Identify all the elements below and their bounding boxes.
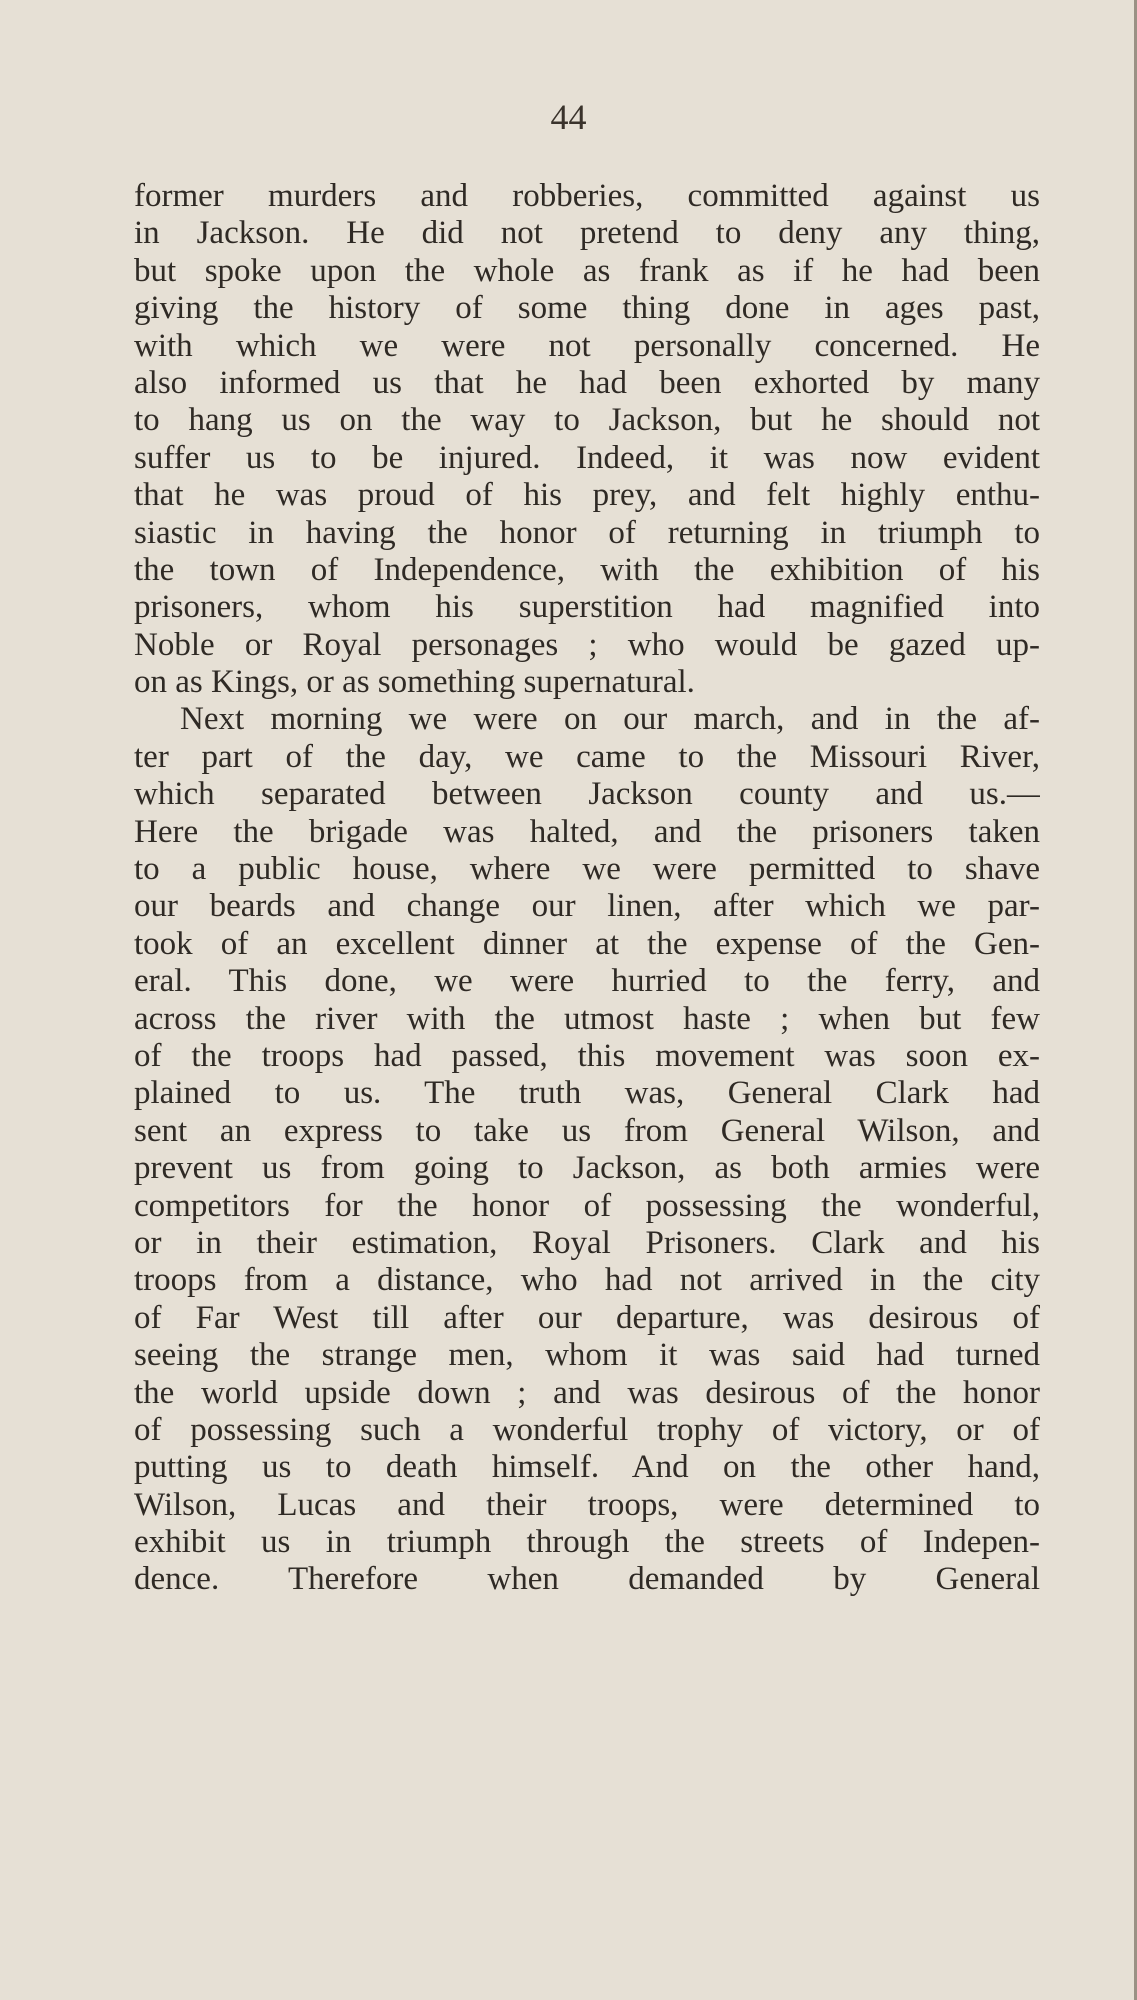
text-line: Wilson, Lucas and their troops, were determined to bbox=[134, 1486, 1040, 1523]
body-text bbox=[134, 178, 1040, 1599]
text-line: sent an express to take us from General Wilson, and bbox=[134, 1112, 1040, 1149]
text-line: Here the brigade was halted, and the prisoners taken bbox=[134, 813, 1040, 850]
text-line: to hang us on the way to Jackson, but he should not bbox=[134, 402, 1040, 439]
text-line: putting us to death himself. And on the other hand, bbox=[134, 1449, 1040, 1486]
text-line: of possessing such a wonderful trophy of victory, or of bbox=[134, 1411, 1040, 1448]
text-line: across the river with the utmost haste ; when but few bbox=[134, 1000, 1040, 1037]
text-line: suffer us to be injured. Indeed, it was now evident bbox=[134, 439, 1040, 476]
text-line: but spoke upon the whole as frank as if he had been bbox=[134, 252, 1040, 289]
text-line: exhibit us in triumph through the streets of Indepen- bbox=[134, 1524, 1040, 1561]
text-line: with which we were not personally concerned. He bbox=[134, 327, 1040, 364]
paragraph-last-line: on as Kings, or as something supernatural. bbox=[134, 664, 695, 701]
text-line: prevent us from going to Jackson, as both armies were bbox=[134, 1150, 1040, 1187]
text-line: the world upside down ; and was desirous of the honor bbox=[134, 1374, 1040, 1411]
text-line: of Far West till after our departure, was desirous of bbox=[134, 1299, 1040, 1336]
text-line: that he was proud of his prey, and felt highly enthu- bbox=[134, 477, 1040, 514]
text-line: the town of Independence, with the exhibition of his bbox=[134, 551, 1040, 588]
text-line: also informed us that he had been exhorted by many bbox=[134, 364, 1040, 401]
text-line: seeing the strange men, whom it was said had turned bbox=[134, 1337, 1040, 1374]
text-line: prisoners, whom his superstition had magnified into bbox=[134, 589, 1040, 626]
text-line: competitors for the honor of possessing the wonderful, bbox=[134, 1187, 1040, 1224]
text-line: which separated between Jackson county and us.— bbox=[134, 776, 1040, 813]
text-line: siastic in having the honor of returning in triumph to bbox=[134, 514, 1040, 551]
text-line: troops from a distance, who had not arrived in the city bbox=[134, 1262, 1040, 1299]
page-number: 44 bbox=[550, 97, 587, 137]
text-line: or in their estimation, Royal Prisoners. Clark and his bbox=[134, 1224, 1040, 1261]
text-line: former murders and robberies, committed against us bbox=[134, 178, 1040, 214]
text-line: to a public house, where we were permitted to shave bbox=[134, 851, 1040, 888]
text-line: eral. This done, we were hurried to the ferry, and bbox=[134, 963, 1040, 1000]
text-line: in Jackson. He did not pretend to deny any thing, bbox=[134, 215, 1040, 252]
text-line: Noble or Royal personages ; who would be gazed up- bbox=[134, 626, 1040, 663]
text-line: plained to us. The truth was, General Clark had bbox=[134, 1075, 1040, 1112]
text-line: of the troops had passed, this movement was soon ex- bbox=[134, 1037, 1040, 1074]
text-line: took of an excellent dinner at the expense of the Gen- bbox=[134, 925, 1040, 962]
paragraph-first-line: Next morning we were on our march, and in the af- bbox=[180, 701, 1040, 738]
text-line: giving the history of some thing done in ages past, bbox=[134, 290, 1040, 327]
text-line: dence. Therefore when demanded by General bbox=[134, 1561, 1040, 1598]
text-line: our beards and change our linen, after which we par- bbox=[134, 888, 1040, 925]
text-line: ter part of the day, we came to the Missouri River, bbox=[134, 738, 1040, 775]
